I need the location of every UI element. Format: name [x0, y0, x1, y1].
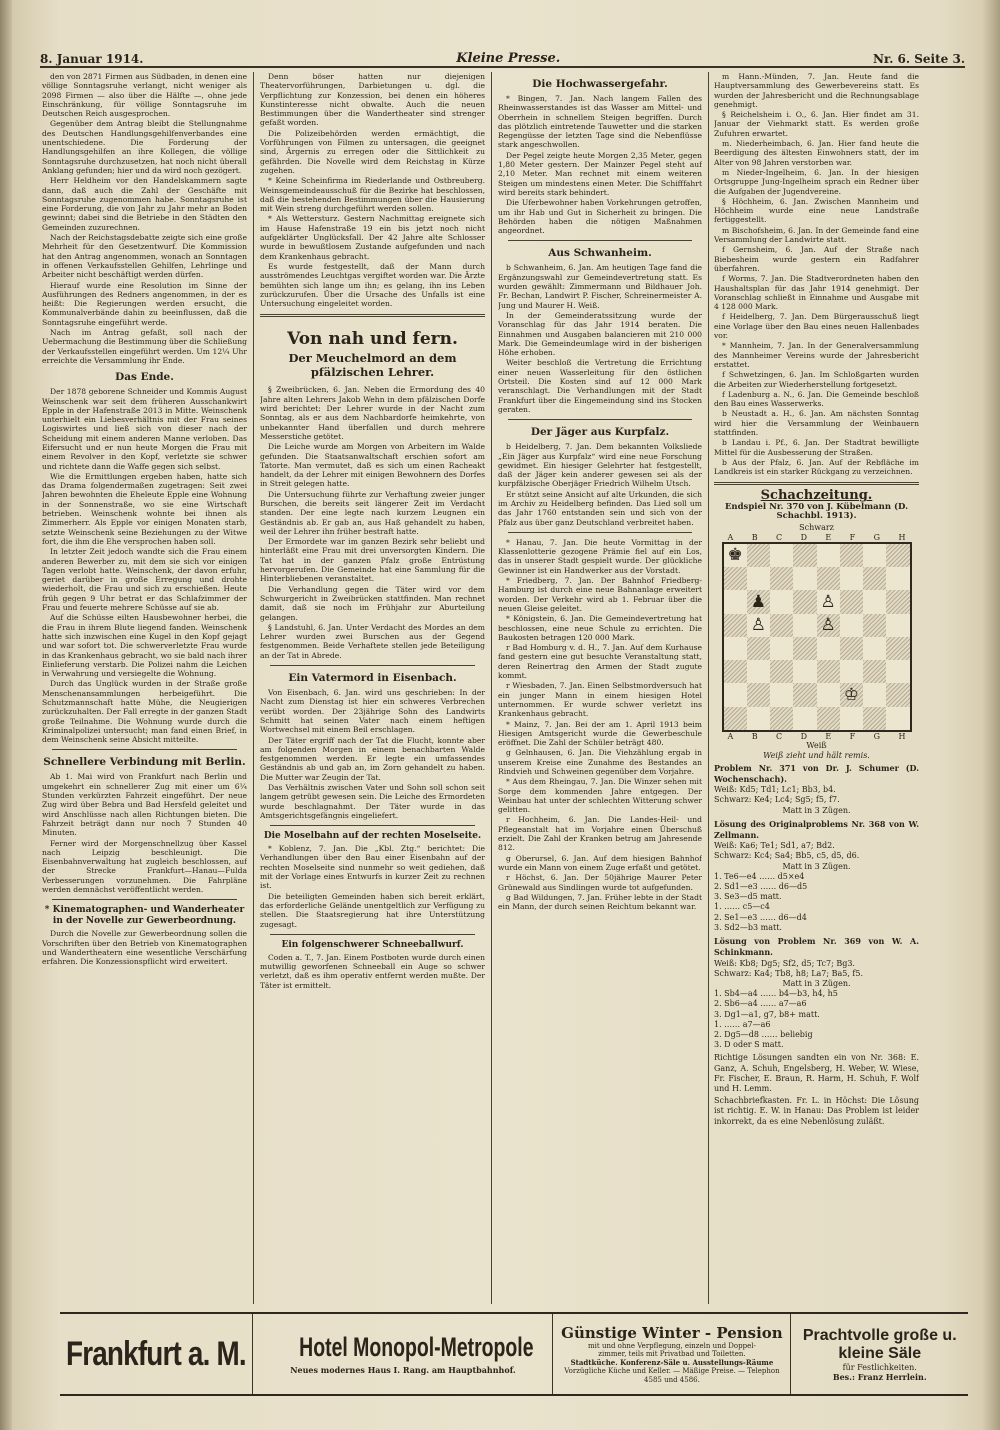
chess-square: [863, 590, 886, 613]
chess-square: [817, 683, 840, 706]
chess-square: [863, 707, 886, 730]
article-paragraph: * Mannheim, 7. Jan. In der Generalversammlung des Mannheimer Vereins wurde der Jahresbericht erstattet.: [714, 341, 919, 369]
solution-move: 2. Sd1—e3 …… d6—d5: [714, 882, 808, 892]
divider: [52, 899, 237, 900]
chess-piece-icon: ♙: [750, 614, 766, 635]
chess-square: [770, 567, 793, 590]
solution-368-title: Lösung des Originalproblems Nr. 368 von W. Zellmann.: [714, 818, 919, 841]
headline-vatermord: Ein Vatermord in Eisenbach.: [288, 672, 457, 685]
column-3: [498, 72, 702, 1302]
article-paragraph: f Gernsheim, 6. Jan. Auf der Straße nach Biebesheim wurde gestern ein Radfahrer überfahren.: [714, 245, 919, 273]
article-paragraph: r Bad Homburg v. d. H., 7. Jan. Auf dem Kurhause fand gestern eine gut besuchte Veranstaltung statt, deren Reinertrag den Armen der Stadt zugute kommt.: [498, 643, 702, 681]
article-paragraph: m Hann.-Münden, 7. Jan. Heute fand die Hauptversammlung des Gewerbevereins statt. Es wurden der Jahresbericht und die Rechnungsablage genehmigt.: [714, 72, 919, 109]
problem-371-title: Problem Nr. 371 von Dr. J. Schumer (D. Wochenschach).: [714, 762, 919, 785]
article-paragraph: m. Niederheimbach, 6. Jan. Hier fand heute die Beerdigung des ältesten Einwohners statt, der im Alter von 98 Jahren verstorben war.: [714, 139, 919, 167]
chess-square: [724, 567, 747, 590]
solution-line: Weiß: Kb8; Dg5; Sf2, d5; Tc7; Bg3.: [714, 958, 855, 968]
section-title-von-nah-und-fern: Von nah und fern.: [287, 329, 458, 350]
article-paragraph: g Bad Wildungen, 7. Jan. Früher lebte in der Stadt ein Mann, der durch seinen Reichtum bekannt war.: [498, 892, 702, 912]
chess-square: [747, 567, 770, 590]
ad-frankfurt-text: Frankfurt a. M.: [66, 1335, 246, 1373]
solution-move: 1. Sb4—a4 …… b4—b3, h4, h5: [714, 989, 838, 999]
article-paragraph: Der Pegel zeigte heute Morgen 2,35 Meter, gegen 1,80 Meter gestern. Der Mainzer Pegel steht auf 2,10 Meter. Man rechnet mit einem weiteren Steigen um mindestens einen Meter. Die Schifffahrt wird bereits stark behindert.: [498, 150, 702, 197]
problem-heading: Endspiel Nr. 370 von J. Kübelmann (D. Schachbl. 1913).: [724, 501, 909, 522]
file-label: A: [727, 532, 734, 542]
solution-move: 2. Se1—e3 …… d6—d4: [714, 912, 807, 922]
article-paragraph: § Höchheim, 6. Jan. Zwischen Mannheim und Höchheim wurde eine neue Landstraße fertiggestellt.: [714, 196, 919, 225]
article-paragraph: b Aus der Pfalz, 6. Jan. Auf der Rebfläche im Landkreis ist ein starker Rückgang zu verzeichnen.: [714, 457, 919, 477]
ad-pension-line: mit und ohne Verpflegung, einzeln und Doppel-: [588, 1341, 756, 1350]
headline-kino: * Kinematographen- und Wanderheater in der Novelle zur Gewerbeordnung.: [44, 905, 245, 927]
board-files-top: [724, 533, 910, 542]
divider: [270, 934, 475, 935]
header-date: 8. Januar 1914.: [40, 52, 144, 66]
chess-square: [817, 707, 840, 730]
chess-square: [863, 660, 886, 683]
divider: [270, 665, 475, 666]
article-paragraph: g Oberursel, 6. Jan. Auf dem hiesigen Bahnhof wurde ein Mann von einem Zuge erfaßt und getötet.: [498, 853, 702, 872]
file-label: B: [751, 731, 758, 741]
article-paragraph: Die Polizeibehörden werden ermächtigt, die Vorführungen von Filmen zu untersagen, die geeignet sind, Ärgernis zu erregen oder die Sittlichkeit zu gefährden. Die Novelle wird dem Reichstag in Kürze zugehen.: [260, 128, 485, 175]
page-binding-left: [0, 0, 12, 1430]
chess-square: [840, 660, 863, 683]
chess-square: [863, 683, 886, 706]
solution-line: Schwarz: Kc4; Sa4; Bb5, c5, d5, d6.: [714, 851, 860, 861]
chess-square: [747, 707, 770, 730]
article-paragraph: Die Verhandlung gegen die Täter wird vor dem Schwurgericht in Zweibrücken stattfinden. Man rechnet damit, daß sie noch im Frühjahr zur Aburteilung gelangen.: [260, 584, 485, 622]
article-paragraph: Weiter beschloß die Vertretung die Errichtung einer neuen Wasserleitung für den östlichen Ortsteil. Die Kosten sind auf 12 000 Mark veranschlagt. Die Verhandlungen mit der Stadt Frankfurt über die Eingemeindung sind ins Stocken geraten.: [498, 358, 702, 414]
ad-hotel: [253, 1314, 553, 1394]
article-paragraph: b Schwanheim, 6. Jan. Am heutigen Tage fand die Ergänzungswahl zur Gemeindevertretung statt. Es wurden gewählt: Zimmermann und Bildhauer Joh. Fr. Bechan, Landwirt P. Fischer, Schreinermeister A. Jung und Maurer H. Weiß.: [498, 263, 702, 310]
chess-square: [840, 707, 863, 730]
file-label: D: [800, 731, 807, 741]
article-paragraph: In letzter Zeit jedoch wandte sich die Frau einem anderen Bewerber zu, mit dem sie sich vor einigen Tagen verlobt hatte. Weinschenk, der davon erfuhr, geriet darüber in große Erregung und drohte wiederholt, die Frau und sich zu erschießen. Heute früh gegen 9 Uhr betrat er das Schlafzimmer der Frau und feuerte mehrere Schüsse auf sie ab.: [42, 547, 247, 613]
chess-square: [747, 637, 770, 660]
column-rule-3: [708, 72, 709, 1304]
chess-square: [724, 637, 747, 660]
article-paragraph: r Wiesbaden, 7. Jan. Einen Selbstmordversuch hat ein junger Mann in einem hiesigen Hotel unternommen. Er wurde schwer verletzt ins Krankenhaus gebracht.: [498, 681, 702, 719]
article-paragraph: Die beteiligten Gemeinden haben sich bereit erklärt, das erforderliche Gelände unentgeltlich zur Verfügung zu stellen. Die Staatsregierung hat ihre Unterstützung zugesagt.: [260, 891, 485, 929]
chess-square: [863, 544, 886, 567]
chess-square: [817, 660, 840, 683]
column-1: [42, 72, 247, 1302]
article-paragraph: Durch das Unglück wurden in der Straße große Menschenansammlungen herbeigeführt. Die Schutzmannschaft hatte Mühe, die Neugierigen zurückzuhalten. Der Fall erregte in der ganzen Stadt große Teilnahme. Die Wohnung wurde durch die Kriminalpolizei untersucht; man fand einen Brief, in dem Weinschenk seine Absicht mitteilte.: [42, 679, 247, 745]
article-paragraph: den von 2871 Firmen aus Südbaden, in denen eine völlige Sonntagsruhe verlangt, nicht weniger als 2098 Firmen — also über die Hälfte —, ohne jede Einschränkung, für völlige Sonntagsruhe im Deutschen Reich ausgesprochen.: [42, 72, 247, 119]
solution-line: Weiß: Ka6; Te1; Sd1, a7; Bd2.: [714, 841, 835, 851]
article-paragraph: * Friedberg, 7. Jan. Der Bahnhof Friedberg-Hamburg ist durch eine neue Bahnanlage erweitert worden. Der Verkehr wird ab 1. Februar über die neuen Gleise geleitet.: [498, 576, 702, 613]
chess-square: [793, 567, 816, 590]
chess-square: [886, 590, 909, 613]
problem-line: Matt in 3 Zügen.: [782, 805, 851, 815]
chess-square: [840, 544, 863, 567]
chess-square: [724, 683, 747, 706]
headline-schwanheim: Aus Schwanheim.: [548, 247, 652, 260]
ad-saele-sub: für Festlichkeiten.: [842, 1362, 917, 1372]
solution-move: 1. …… a7—a6: [714, 1019, 771, 1029]
column-4: [714, 72, 919, 1302]
article-paragraph: * Als Wettersturz. Gestern Nachmittag ereignete sich im Hause Hafenstraße 19 ein bis jetzt noch nicht aufgeklärter Unglücksfall. Der 42 Jahre alte Schlosser wurde in bewußtlosem Zustande aufgefunden und nach dem Krankenhaus gebracht.: [260, 214, 485, 261]
file-label: G: [873, 532, 881, 542]
file-label: A: [727, 731, 734, 741]
solution-move: 3. Sd2—b3 matt.: [714, 922, 782, 932]
ad-frankfurt: [60, 1314, 253, 1394]
headline-meuchelmord: Der Meuchelmord an dem pfälzischen Lehrer.: [288, 351, 457, 380]
board-files-bottom: [724, 732, 910, 741]
article-paragraph: § Landstuhl, 6. Jan. Unter Verdacht des Mordes an dem Lehrer wurden zwei Burschen aus der Gegend festgenommen. Beide Verhaftete stellen jede Beteiligung an der Tat in Abrede.: [260, 622, 485, 660]
chess-square: [817, 544, 840, 567]
chess-square: [817, 590, 840, 613]
chess-square: [817, 567, 840, 590]
divider: [270, 825, 475, 826]
file-label: F: [849, 532, 856, 542]
article-paragraph: Von Eisenbach, 6. Jan. wird uns geschrieben: In der Nacht zum Dienstag ist hier ein schweres Verbrechen verübt worden. Der 23jährige Sohn des Landwirts Schmitt hat seinen Vater nach einem heftigen Wortwechsel mit einem Beil erschlagen.: [260, 688, 485, 735]
article-paragraph: Er stützt seine Ansicht auf alte Urkunden, die sich im Archiv zu Heidelberg befinden. Das Lied soll um das Jahr 1760 entstanden sein und sich von der Pfalz aus über ganz Deutschland verbreitet haben.: [498, 489, 702, 527]
solution-move: 1. Te6—e4 …… d5×e4: [714, 871, 805, 881]
chess-piece-icon: ♟: [750, 591, 766, 612]
chess-square: [747, 683, 770, 706]
chess-square: [724, 544, 747, 567]
problem-line: Weiß: Kd5; Td1; Lc1; Bb3, b4.: [714, 785, 836, 795]
headline-das-ende: Das Ende.: [115, 371, 174, 384]
headline-jaeger: Der Jäger aus Kurpfalz.: [530, 426, 670, 439]
chess-piece-icon: ♔: [843, 684, 859, 705]
section-divider: [260, 314, 485, 317]
file-label: F: [849, 731, 856, 741]
chess-square: [793, 614, 816, 637]
article-paragraph: * Mainz, 7. Jan. Bei der am 1. April 1913 beim Hiesigen Amtsgericht wurde die Gewerbeschule eröffnet. Die Zahl der Schüler beträgt 480.: [498, 719, 702, 748]
article-paragraph: * Keine Scheinfirma im Riederlande und Ostbreuberg. Weinsgemeindeausschuß für die Bezirke hat beschlossen, daß die bestehenden Bestimmungen über die Hausierung mit Wein streng durchgeführt werden sollen.: [260, 176, 485, 214]
article-paragraph: Coden a. T., 7. Jan. Einem Postboten wurde durch einen mutwillig geworfenen Schneeball ein Auge so schwer verletzt, daß es ihm operativ entfernt werden mußte. Der Täter ist ermittelt.: [260, 952, 485, 990]
article-paragraph: Ab 1. Mai wird von Frankfurt nach Berlin und umgekehrt ein schnellerer Zug mit einer um 6¼ Stunden verkürzten Fahrzeit eingeführt. Der neue Zug wird über Bebra und Bad Hersfeld geleitet und wird Anschlüsse nach allen Richtungen bieten. Die Fahrzeit beträgt dann nur noch 7 Stunden 40 Minuten.: [42, 772, 247, 838]
file-label: C: [776, 532, 783, 542]
article-paragraph: Der 1878 geborene Schneider und Kommis August Weinschenk war seit dem früheren Ausschankwirt Epple in der Hafenstraße 2013 in Mitte. Weinschenk unterhielt ein Liebesverhältnis mit der Frau seines Logiswirtes und ließ sich von dieser nach der Scheidung mit einem anderen Manne verloben. Das Eifersucht und er nun heute Morgen die Frau mit einem Revolver in den Kopf, verletzte sie schwer und richtete dann die Waffe gegen sich selbst.: [42, 387, 247, 471]
chess-square: [793, 544, 816, 567]
article-paragraph: b Heidelberg, 7. Jan. Dem bekannten Volksliede „Ein Jäger aus Kurpfalz“ wird eine neue Forschung gewidmet. Ein hiesiger Gelehrter hat festgestellt, daß der Jäger kein anderer gewesen sei als der kurpfälzische Oberjäger Friedrich Wilhelm Utsch.: [498, 442, 702, 489]
article-paragraph: * Bingen, 7. Jan. Nach langem Fallen des Rheinwasserstandes ist das Wasser am Mittel- und Oberrhein in schnellem Steigen begriffen. Durch das plötzlich eintretende Tauwetter und die starken Regengüsse der letzten Tage sind die Nebenflüsse stark angeschwollen.: [498, 94, 702, 150]
chess-solutions: [714, 763, 919, 1127]
chess-square: [747, 544, 770, 567]
solution-move: 2. Sb6—a4 …… a7—a6: [714, 999, 807, 1009]
article-paragraph: In der Gemeinderatssitzung wurde der Voranschlag für das Jahr 1914 beraten. Die Einnahmen und Ausgaben balancieren mit 210 000 Mark. Die Gemeindeumlage wird in der bisherigen Höhe erhoben.: [498, 310, 702, 358]
solution-line: Matt in 3 Zügen.: [782, 978, 851, 988]
article-paragraph: f Worms, 7. Jan. Die Stadtverordneten haben den Haushaltsplan für das Jahr 1914 genehmigt. Der Voranschlag schließt in Einnahme und Ausgabe mit 4 128 000 Mark.: [714, 274, 919, 312]
page-binding-right: [982, 0, 1000, 1430]
headline-berlin: Schnellere Verbindung mit Berlin.: [43, 756, 246, 769]
headline-hochwasser: Die Hochwassergefahr.: [532, 78, 668, 90]
chess-square: [724, 707, 747, 730]
chess-board: [722, 542, 912, 732]
ad-pension: [553, 1314, 791, 1394]
ad-pension-line: zimmer, teils mit Privatbad und Toiletten.: [598, 1350, 746, 1359]
column-2: [260, 72, 485, 1302]
article-paragraph: g Gelnhausen, 6. Jan. Die Viehzählung ergab in unserem Kreise eine Zunahme des Bestandes an Rindvieh und Schweinen gegenüber dem Vorjahre.: [498, 748, 702, 776]
problem-task: Weiß zieht und hält remis.: [763, 750, 870, 760]
article-paragraph: Die Leiche wurde am Morgen von Arbeitern im Walde gefunden. Die Staatsanwaltschaft erschien sofort am Tatorte. Man vermutet, daß es sich um einen Racheakt handelt, da der Lehrer mit einigen Bewohnern des Dorfes in Streit gelegen hatte.: [260, 442, 485, 489]
chess-square: [886, 683, 909, 706]
chess-square: [840, 614, 863, 637]
chess-square: [886, 660, 909, 683]
chess-square: [886, 614, 909, 637]
article-paragraph: * Königstein, 6. Jan. Die Gemeindevertretung hat beschlossen, eine neue Schule zu errichten. Die Baukosten betragen 120 000 Mark.: [498, 614, 702, 642]
article-paragraph: Wie die Ermittlungen ergeben haben, hatte sich das Drama folgendermaßen zugetragen: Seit zwei Jahren bewohnten die Eheleute Epple eine Wohnung in der Sonnenstraße, wo sie eine Wirtschaft betrieben. Weinschenk wohnte bei ihnen als Zimmerherr. Als Epple vor einigen Monaten starb, setzte Weinschenk seine Beziehungen zu der Witwe fort, die ihm die Ehe versprochen haben soll.: [42, 471, 247, 546]
solution-move: 2. Dg5—d8 …… beliebig: [714, 1029, 813, 1039]
chess-square: [886, 544, 909, 567]
chess-diagram: [722, 523, 912, 759]
chess-square: [747, 660, 770, 683]
headline-schneeball: Ein folgenschwerer Schneeballwurf.: [281, 939, 464, 950]
column-rule-2: [491, 72, 492, 1304]
ad-hotel-tagline: Neues modernes Haus I. Rang. am Hauptbahnhof.: [290, 1364, 516, 1375]
solution-move: 3. Dg1—a1, g7, b8+ matt.: [714, 1009, 820, 1019]
solution-move: 3. Se3—d5 matt.: [714, 892, 782, 902]
chess-square: [840, 637, 863, 660]
chess-square: [770, 590, 793, 613]
board-label-black: Schwarz: [799, 523, 834, 533]
chess-square: [793, 707, 816, 730]
solution-line: Schwarz: Ka4; Tb8, h8; La7; Ba5, f5.: [714, 968, 864, 978]
chess-square: [863, 637, 886, 660]
divider: [508, 419, 692, 420]
article-paragraph: § Reichelsheim i. O., 6. Jan. Hier findet am 31. Januar der Viehmarkt statt. Es werden große Zufuhren erwartet.: [714, 110, 919, 138]
article-paragraph: r Hochheim, 6. Jan. Die Landes-Heil- und Pflegeanstalt hat im Vorjahre einen Überschuß erzielt. Die Zahl der Kranken betrug am Jahresende 812.: [498, 815, 702, 853]
chess-square: [886, 637, 909, 660]
file-label: H: [898, 731, 906, 741]
advertisement-banner: [60, 1312, 968, 1396]
article-paragraph: * Koblenz, 7. Jan. Die „Kbl. Ztg.“ berichtet: Die Verhandlungen über den Bau einer Eisenbahn auf der rechten Moselseite sind nunmehr so weit gediehen, daß mit der Vorlage eines Entwurfs in kurzer Zeit zu rechnen ist.: [260, 844, 485, 891]
page-header: [40, 46, 965, 68]
chess-square: [817, 637, 840, 660]
page-number: Nr. 6. Seite 3.: [873, 52, 965, 66]
ad-saele-title: Prachtvolle große u. kleine Säle: [802, 1326, 957, 1362]
solution-line: Matt in 3 Zügen.: [782, 861, 851, 871]
chess-square: [840, 683, 863, 706]
article-paragraph: * Aus dem Rheingau, 7. Jan. Die Winzer sehen mit Sorge dem kommenden Jahre entgegen. Der Weinbau hat unter der schlechten Witterung schwer gelitten.: [498, 777, 702, 815]
chess-piece-icon: ♙: [820, 591, 836, 612]
chess-square: [793, 590, 816, 613]
file-label: E: [825, 731, 832, 741]
file-label: C: [776, 731, 783, 741]
article-paragraph: f Ladenburg a. N., 6. Jan. Die Gemeinde beschloß den Bau eines Wasserwerks.: [714, 389, 919, 409]
ad-pension-title: Günstige Winter - Pension: [561, 1323, 783, 1342]
ad-saele: [791, 1314, 968, 1394]
ad-hotel-name: Hotel Monopol-Metropole: [299, 1331, 534, 1362]
column-rule-1: [253, 72, 254, 1304]
headline-moselbahn: Die Moselbahn auf der rechten Moselseite.: [263, 831, 482, 842]
article-paragraph: Durch die Novelle zur Gewerbeordnung sollen die Vorschriften über den Betrieb von Kinematographen und Wandertheatern eine wesentliche Verschärfung erfahren. Die Konzessionspflicht wird erweitert.: [42, 929, 247, 967]
chess-square: [863, 567, 886, 590]
article-paragraph: § Zweibrücken, 6. Jan. Neben die Ermordung des 40 Jahre alten Lehrers Jakob Wehn in dem pfälzischen Dorfe wird berichtet: Der Lehrer wurde in der Nacht zum Sonntag, als er aus dem Nachbardorfe heimkehrte, von unbekannter Hand überfallen und durch mehrere Messerstiche getötet.: [260, 385, 485, 441]
article-paragraph: Auf die Schüsse eilten Hausbewohner herbei, die die Frau in ihrem Blute liegend fanden. Weinschenk hatte sich inzwischen eine Kugel in den Kopf gejagt und war sofort tot. Die schwerverletzte Frau wurde in das Krankenhaus gebracht, wo sie bald nach ihrer Einlieferung verstarb. Die Polizei nahm die Leichen in Verwahrung und versiegelte die Wohnung.: [42, 613, 247, 679]
chess-square: [886, 567, 909, 590]
section-divider: [714, 482, 919, 485]
file-label: D: [800, 532, 807, 542]
problem-line: Schwarz: Ke4; Lc4; Sg5; f5, f7.: [714, 795, 840, 805]
correct-solvers: Richtige Lösungen sandten ein von Nr. 368: E. Ganz, A. Schuh, Engelsberg, H. Weber, W. Wiese, Fr. Fischer, E. Braun, R. Harm, H. Schuh, F. Wolf und H. Lemm.: [714, 1053, 919, 1093]
ad-pension-line: Stadtküche. Konferenz-Säle u. Ausstellungs-Räume: [570, 1357, 774, 1367]
article-paragraph: m Bischofsheim, 6. Jan. In der Gemeinde fand eine Versammlung der Landwirte statt.: [714, 225, 919, 245]
file-label: G: [873, 731, 881, 741]
divider: [508, 240, 692, 241]
article-paragraph: f Schwetzingen, 6. Jan. Im Schloßgarten wurden die Arbeiten zur Wiederherstellung fortgesetzt.: [714, 370, 919, 389]
chess-square: [770, 707, 793, 730]
solution-move: 3. D oder S matt.: [714, 1040, 784, 1050]
chess-piece-icon: ♙: [820, 614, 836, 635]
chess-square: [724, 660, 747, 683]
section-title-schachzeitung: Schachzeitung.: [760, 488, 873, 504]
chess-square: [817, 614, 840, 637]
chess-square: [840, 567, 863, 590]
ad-saele-owner: Bes.: Franz Herrlein.: [832, 1371, 927, 1382]
article-paragraph: Das Verhältnis zwischen Vater und Sohn soll schon seit langem getrübt gewesen sein. Die Leiche des Ermordeten wurde beschlagnahmt. Der Täter wurde in das Amtsgerichtsgefängnis eingeliefert.: [260, 783, 485, 820]
article-paragraph: m Nieder-Ingelheim, 6. Jan. In der hiesigen Ortsgruppe Jung-Ingelheim sprach ein Redner über die Aufgaben der Jugendvereine.: [714, 167, 919, 196]
chess-square: [863, 614, 886, 637]
article-paragraph: Es wurde festgestellt, daß der Mann durch ausströmendes Leuchtgas vergiftet worden war. Die Ärzte bemühten sich lange um ihn; es gelang, ihn ins Leben zurückzurufen. Über die Ursache des Unfalls ist eine Untersuchung eingeleitet worden.: [260, 261, 485, 309]
file-label: E: [825, 532, 832, 542]
solution-369-title: Lösung von Problem Nr. 369 von W. A. Schinkmann.: [714, 936, 919, 958]
chess-square: [747, 590, 770, 613]
chess-square: [770, 637, 793, 660]
article-paragraph: Die Untersuchung führte zur Verhaftung zweier junger Burschen, die bereits seit längerer Zeit im Verdacht standen. Der eine legte nach kurzem Leugnen ein Geständnis ab. Er gab an, aus Haß gehandelt zu haben, weil der Lehrer ihn früher bestraft hatte.: [260, 489, 485, 536]
file-label: B: [751, 532, 758, 542]
newspaper-title: Kleine Presse.: [456, 51, 561, 66]
chess-piece-icon: ♚: [727, 545, 743, 566]
article-paragraph: Hierauf wurde eine Resolution im Sinne der Ausführungen des Redners angenommen, in der es heißt: Die Regierungen werden ersucht, die Kommunalverbände dahin zu beeinflussen, daß die Sonntagsruhe eingeführt werde.: [42, 280, 247, 327]
chess-square: [793, 683, 816, 706]
article-paragraph: Der Ermordete war im ganzen Bezirk sehr beliebt und hinterläßt eine Frau mit drei unversorgten Kindern. Die Tat hat in der ganzen Pfalz große Entrüstung hervorgerufen. Die Gemeinde hat eine Sammlung für die Hinterbliebenen veranstaltet.: [260, 537, 485, 584]
chess-square: [793, 660, 816, 683]
article-paragraph: Nach der Reichstagsdebatte zeigte sich eine große Mehrheit für den Gesetzentwurf. Die Kommission hat den Antrag angenommen, wonach an Sonntagen in offenen Verkaufsstellen Gehilfen, Lehrlinge und Arbeiter nicht beschäftigt werden dürfen.: [42, 233, 247, 280]
article-paragraph: Denn böser hatten nur diejenigen Theatervorführungen, Darbietungen u. dgl. die Verpflichtung zur Konzession, bei denen ein höheres Kunstinteresse nicht obwalte. Auch die neuen Bestimmungen über die Wandertheater sind strenger gefaßt worden.: [260, 72, 485, 128]
file-label: H: [898, 532, 906, 542]
article-paragraph: Ferner wird der Morgenschnellzug über Kassel nach Leipzig beschleunigt. Die Eisenbahnverwaltung hat zugleich beschlossen, auf der Strecke Frankfurt—Hanau—Fulda Verbesserungen vorzunehmen. Die Fahrpläne werden demnächst veröffentlicht werden.: [42, 838, 247, 895]
article-paragraph: Herr Heldheim vor den Handelskammern sagte dann, daß auch die Zahl der Geschäfte mit Sonntagsruhe zugenommen habe. Sonntagsruhe ist eine Forderung, die von Jahr zu Jahr mehr an Boden gewinnt; dabei sind die Betriebe in den Städten den Gemeinden zuzurechnen.: [42, 176, 247, 232]
chess-square: [886, 707, 909, 730]
article-paragraph: Der Täter ergriff nach der Tat die Flucht, konnte aber am folgenden Morgen in einem benachbarten Walde festgenommen werden. Er legte ein umfassendes Geständnis ab und gab an, im Zorn gehandelt zu haben. Die Mutter war Zeugin der Tat.: [260, 735, 485, 782]
ad-pension-line: Vorzügliche Küche und Keller. — Mäßige Preise. — Telephon 4585 und 4586.: [564, 1367, 780, 1384]
chess-square: [770, 683, 793, 706]
article-paragraph: f Heidelberg, 7. Jan. Dem Bürgerausschuß liegt eine Vorlage über den Bau eines neuen Hallenbades vor.: [714, 312, 919, 341]
chess-square: [770, 544, 793, 567]
chess-square: [840, 590, 863, 613]
article-paragraph: b Neustadt a. H., 6. Jan. Am nächsten Sonntag wird hier die Versammlung der Weinbauern stattfinden.: [714, 409, 919, 437]
chess-letterbox: Schachbriefkasten. Fr. L. in Höchst: Die Lösung ist richtig. E. W. in Hanau: Das Problem ist leider inkorrekt, da es eine Nebenlösung zuläßt.: [714, 1096, 919, 1126]
chess-square: [724, 590, 747, 613]
article-paragraph: Nach im Antrag gefaßt, soll nach der Uebermachung die Bestimmung über die Schließung der Verkaufsstellen eingeführt werden. Um 12¼ Uhr erreichte die Versammlung ihr Ende.: [42, 328, 247, 365]
divider: [52, 749, 237, 750]
chess-square: [747, 614, 770, 637]
chess-square: [770, 614, 793, 637]
chess-square: [793, 637, 816, 660]
chess-square: [770, 660, 793, 683]
article-paragraph: b Landau i. Pf., 6. Jan. Der Stadtrat bewilligte Mittel für die Ausbesserung der Straßen.: [714, 438, 919, 457]
board-label-white: Weiß: [806, 741, 827, 751]
article-paragraph: * Hanau, 7. Jan. Die heute Vormittag in der Klassenlotterie gezogene Prämie fiel auf ein Los, das in unserer Stadt gespielt wurde. Der glückliche Gewinner ist ein Handwerker aus der Vorstadt.: [498, 537, 702, 575]
article-paragraph: Die Uferbewohner haben Vorkehrungen getroffen, um ihr Hab und Gut in Sicherheit zu bringen. Die Behörden haben die nötigen Maßnahmen angeordnet.: [498, 198, 702, 236]
article-paragraph: Gegenüber dem Antrag bleibt die Stellungnahme des Deutschen Handlungsgehilfenverbandes eine unentschiedene. Die Forderung der Handlungsgehilfen an ihre Kollegen, die völlige Sonntagsruhe durchzusetzen, hat noch nicht überall Anklang gefunden; hier und da wird noch gezögert.: [42, 119, 247, 175]
article-paragraph: r Höchst, 6. Jan. Der 50jährige Maurer Peter Grünewald aus Sindlingen wurde tot aufgefunden.: [498, 873, 702, 892]
chess-square: [724, 614, 747, 637]
divider: [508, 532, 692, 533]
solution-move: 1. …… c5—c4: [714, 902, 770, 912]
